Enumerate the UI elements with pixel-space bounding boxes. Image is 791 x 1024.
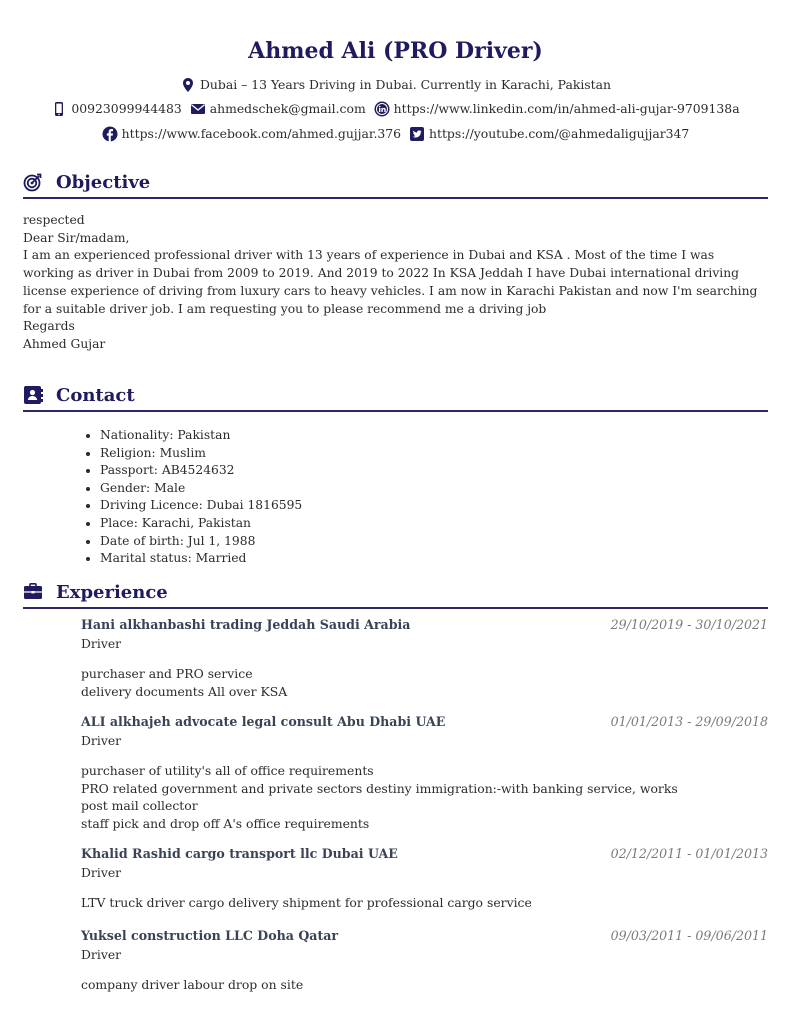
objective-line: Dear Sir/madam, [23,230,130,245]
job-role: Driver [81,733,122,748]
target-icon [23,172,43,192]
list-item: • Gender: Male [100,480,302,498]
twitter-square-icon [409,126,425,142]
objective-line: Ahmed Gujar [23,336,106,351]
company-name: Khalid Rashid cargo transport llc Dubai UAE [81,846,398,861]
job-role: Driver [81,947,122,962]
email-link[interactable]: ahmedschek@gmail.com [209,101,366,116]
experience-entry [81,846,768,912]
list-item: • Passport: AB4524632 [100,462,302,480]
list-item: • Religion: Muslim [100,445,302,463]
description-line: purchaser of utility's all of office requirements [81,763,374,778]
map-pin-icon [180,77,196,93]
description-line: LTV truck driver cargo delivery shipment for professional cargo service [81,895,532,910]
header-social-line [0,125,791,147]
experience-section-header [23,577,768,609]
description-line: purchaser and PRO service [81,666,253,681]
objective-title: Objective [56,171,151,193]
description-line: company driver labour drop on site [81,977,304,992]
list-item: • Place: Karachi, Pakistan [100,515,302,533]
youtube-item[interactable] [409,125,689,143]
list-item: • Marital status: Married [100,550,302,568]
company-name: Hani alkhanbashi trading Jeddah Saudi Arabia [81,617,411,632]
phone-icon [51,101,67,117]
experience-title: Experience [56,581,168,603]
facebook-icon [102,126,118,142]
header-location-line [0,76,791,98]
objective-section-header [23,167,768,199]
experience-entry [81,928,768,994]
candidate-name: Ahmed Ali (PRO Driver) [248,38,543,64]
email-item[interactable] [190,100,366,118]
facebook-link[interactable]: https://www.facebook.com/ahmed.gujjar.376 [121,126,402,141]
location-text: Dubai – 13 Years Driving in Dubai. Currently in Karachi, Pakistan [199,77,612,92]
objective-line: respected [23,213,85,227]
linkedin-icon [374,101,390,117]
linkedin-link[interactable]: https://www.linkedin.com/in/ahmed-ali-gujar-9709138a [393,101,740,116]
job-role: Driver [81,865,122,880]
description-line: staff pick and drop off A's office requirements [81,815,370,831]
contact-title: Contact [56,384,135,406]
job-description [81,976,768,994]
list-item: • Driving Licence: Dubai 1816595 [100,497,302,515]
envelope-icon [190,101,206,117]
facebook-item[interactable] [102,125,401,143]
header-contact-line [0,100,791,122]
objective-body [23,212,768,354]
address-book-icon [23,385,43,405]
experience-entry [81,617,768,700]
job-description [81,894,768,912]
contact-list [80,427,302,568]
description-line: post mail collector [81,798,198,813]
objective-line: Regards [23,319,75,334]
phone-text: 00923099944483 [71,101,182,116]
objective-paragraph: I am an experienced professional driver with 13 years of experience in Dubai and KSA . Most of the time I was working as driver in Dubai from 2009 to 2019. And 2019 to 2022 In KSA Jeddah I have Dubai international driving license experience of driving from luxury cars to heavy vehicles. I am now in Karachi Pakistan and now I'm searching for a suitable driver job. I am requesting you to please recommend me a driving job [23,248,758,316]
youtube-link[interactable]: https://youtube.com/@ahmedaligujjar347 [428,126,690,141]
linkedin-item[interactable] [374,100,740,118]
job-description [81,665,768,700]
job-dates: 29/10/2019 - 30/10/2021 [610,617,768,632]
company-name: Yuksel construction LLC Doha Qatar [81,928,339,943]
job-role: Driver [81,636,122,651]
phone-item [51,100,181,118]
company-name: ALI alkhajeh advocate legal consult Abu Dhabi UAE [81,714,446,729]
description-line: PRO related government and private sectors destiny immigration:-with banking service, works [81,780,678,796]
experience-entry [81,714,768,832]
contact-section-header [23,380,768,412]
job-dates: 09/03/2011 - 09/06/2011 [610,928,768,943]
job-dates: 01/01/2013 - 29/09/2018 [610,714,768,729]
location-item [180,76,611,94]
job-dates: 02/12/2011 - 01/01/2013 [610,846,768,861]
description-line: delivery documents All over KSA [81,683,288,699]
briefcase-icon [23,582,43,602]
list-item: • Date of birth: Jul 1, 1988 [100,533,302,551]
job-description [81,762,768,832]
list-item: • Nationality: Pakistan [100,427,302,445]
